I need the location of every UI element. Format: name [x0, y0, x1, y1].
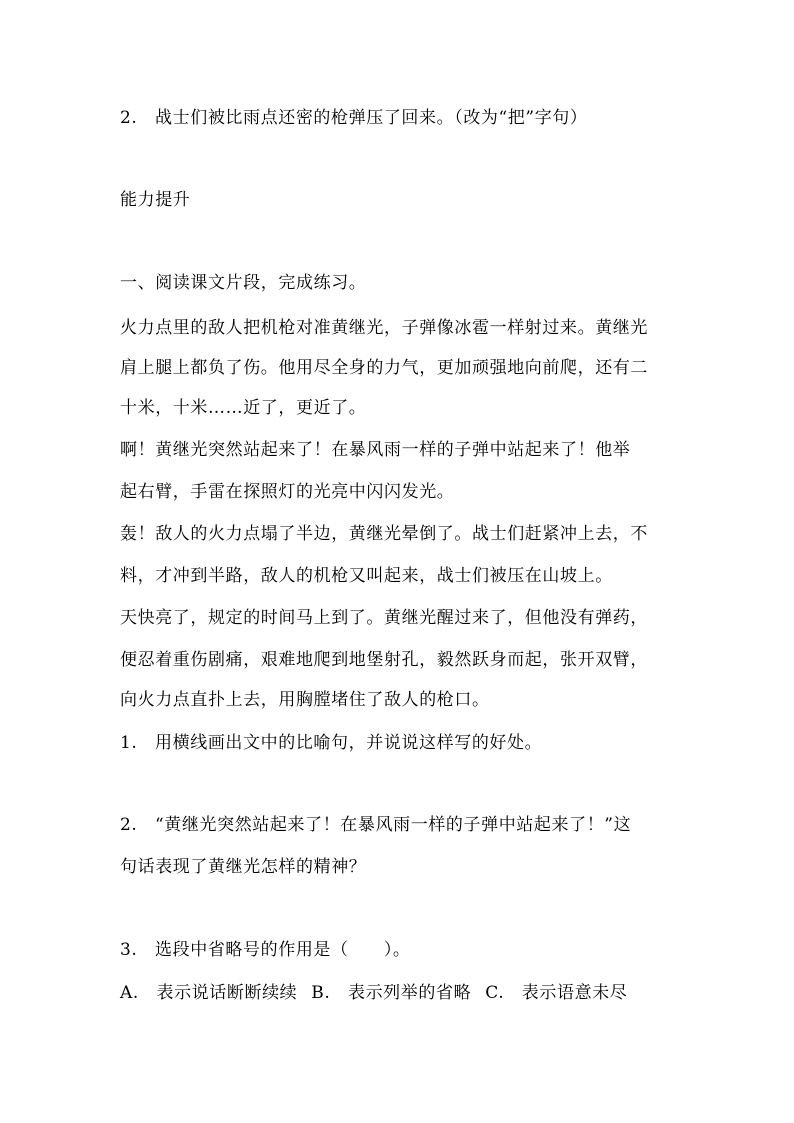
passage-line: 便忍着重伤剧痛，艰难地爬到地堡射孔，毅然跃身而起，张开双臂，	[120, 650, 648, 670]
option-a: A. 表示说话断断续续	[120, 983, 298, 1003]
section-heading: 能力提升	[120, 190, 191, 210]
passage-line: 火力点里的敌人把机枪对准黄继光，子弹像冰雹一样射过来。黄继光	[120, 318, 648, 338]
question-1: 1. 用横线画出文中的比喻句，并说说这样写的好处。	[120, 733, 543, 753]
passage-line: 天快亮了，规定的时间马上到了。黄继光醒过来了，但他没有弹药，	[120, 608, 648, 628]
option-c: C. 表示语意未尽	[485, 983, 628, 1003]
passage-line: 料，才冲到半路，敌人的机枪又叫起来，战士们被压在山坡上。	[120, 566, 613, 586]
passage-line: 啊！黄继光突然站起来了！在暴风雨一样的子弹中站起来了！他举	[120, 440, 631, 460]
passage-line: 起右臂，手雷在探照灯的光亮中闪闪发光。	[120, 482, 455, 502]
passage-line: 十米，十米……近了，更近了。	[120, 398, 367, 418]
passage-line: 肩上腿上都负了伤。他用尽全身的力气，更加顽强地向前爬，还有二	[120, 358, 648, 378]
question-3: 3. 选段中省略号的作用是（ ）。	[120, 940, 411, 960]
question-2-line-1: 2. “黄继光突然站起来了！在暴风雨一样的子弹中站起来了！”这	[120, 815, 632, 835]
passage-line: 轰！敌人的火力点塌了半边，黄继光晕倒了。战士们赶紧冲上去，不	[120, 524, 648, 544]
reading-instruction: 一、阅读课文片段，完成练习。	[120, 273, 367, 293]
question-3-options	[120, 983, 680, 1003]
option-b: B. 表示列举的省略	[311, 983, 472, 1003]
passage-line: 向火力点直扑上去，用胸膛堵住了敌人的枪口。	[120, 690, 490, 710]
exercise-item-2: 2. 战士们被比雨点还密的枪弹压了回来。（改为“把”字句）	[120, 108, 588, 128]
question-2-line-2: 句话表现了黄继光怎样的精神？	[120, 857, 367, 877]
